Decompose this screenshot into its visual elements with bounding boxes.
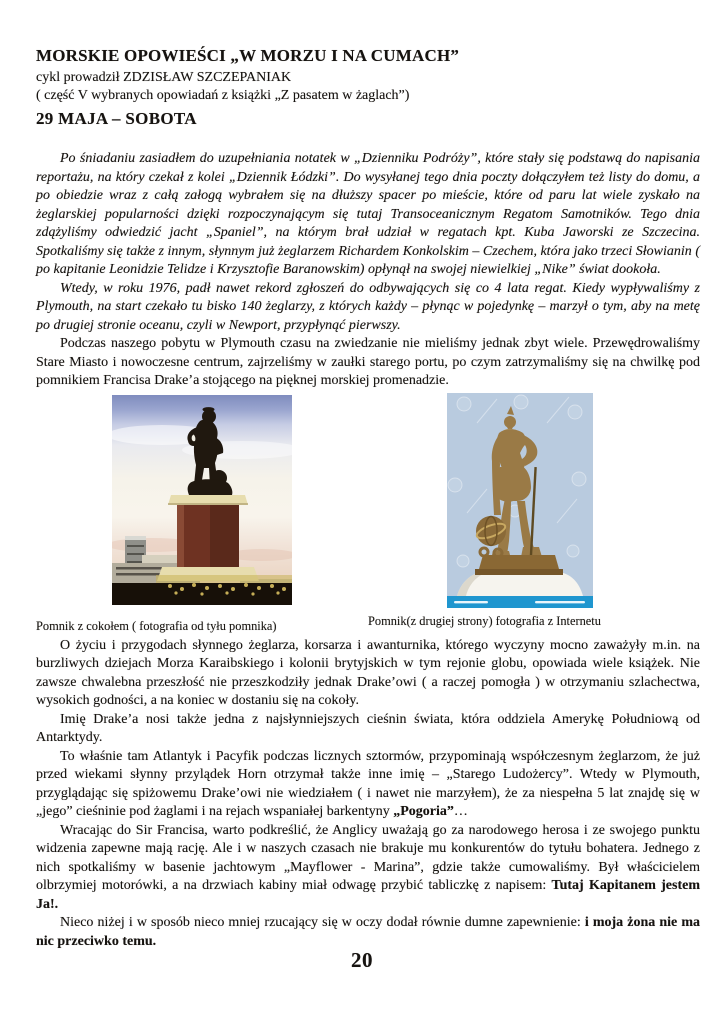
bold-wife-approval: i moja żona nie ma nic przeciwko temu. xyxy=(36,915,701,949)
tower-roof xyxy=(125,536,146,540)
tower-windows xyxy=(127,545,144,547)
bold-captain-plaque: Tutaj Kapitanem jestem Ja!. xyxy=(36,878,700,912)
paragraph-drake-strait: Imię Drake’a nosi także jedna z najsłynniejszych cieśnin świata, która oddziela Amerykę Południową od Antarktydy. xyxy=(36,711,700,745)
page-title: MORSKIE OPOWIEŚCI „W MORZU I NA CUMACH” xyxy=(36,46,460,65)
watermark-text-left xyxy=(454,601,488,603)
series-note-line: ( część V wybranych opowiadań z książki „Z pasatem w żaglach”) xyxy=(36,88,410,103)
statue-breeches xyxy=(493,467,531,502)
paragraph-breakfast-notes: Po śniadaniu zasiadłem do uzupełniania notatek w „Dzienniku Podróży”, które stały się podstawą do napisania reportażu, na który czekał z kolei „Dziennik Łódzki”. Do wysyłanej tego dnia poczty dołączyłem też listy do domu, a po obiedzie wraz z całą załogą wybrałem się na dłuższy spacer po mieście, które od paru lat wiele zyskało na żeglarskiej popularności dzięki rozpoczynającym się tutaj Transoceanicznym Regatom Samotników. Tego dnia zdążyliśmy odwiedzić jacht „Spaniel”, na którym brał udział w regatach kpt. Kuba Jaworski ze Szczecina. Spotkaliśmy się także z innym, słynnym już żeglarzem Richardem Konkolskim – Czechem, która jako trzeci Słowianin ( po kapitanie Leonidzie Telidze i Krzysztofie Baranowskim) opłynął na swojej niewielkiej „Nike” świat dookoła. xyxy=(36,151,700,277)
page-number: 20 xyxy=(351,948,373,972)
paragraph-plymouth-walk: Podczas naszego pobytu w Plymouth czasu na zwiedzanie nie mieliśmy jednak zbyt wiele. Przewędrowaliśmy Stare Miasto i nowoczesne centrum, zajrzeliśmy w zaułki starego portu, po czym zatrzymaliśmy się na chwilkę pod pomnikiem Francisa Drake’a stojącego na pięknej morskiej promenadzie. xyxy=(36,336,700,388)
figures-row xyxy=(36,393,700,637)
photo-monument-back xyxy=(112,395,292,605)
caption-monument-front: Pomnik(z drugiej strony) fotografia z Internetu xyxy=(368,613,601,628)
text-segment: … xyxy=(453,804,468,819)
caption-monument-back: Pomnik z cokołem ( fotografia od tyłu pomnika) xyxy=(36,618,277,633)
text-segment: To właśnie tam Atlantyk i Pacyfik podczas licznych sztormów, przypominają współczesnym żeglarzom, że już przed wiekami słynny przylądek Horn otrzymał także inne imię – „Starego Ludożercy”. Wtedy w Plymouth, przyglądając się spiżowemu Drake’owi nie wiedziałem ( i nawet nie marzyłem), że za niespełna 5 lat znajdę się w „jego” cieśninie pod żaglami i na rejach wspaniałej barkentyny xyxy=(36,748,700,819)
drake-monument-back-photo xyxy=(112,395,292,605)
text-segment: Nieco niżej i w sposób nieco mniej rzucający się w oczy dodał równie dumne zapewnienie: xyxy=(60,915,585,930)
article-body xyxy=(36,150,700,951)
watermark-text-right xyxy=(535,601,585,603)
paragraph-national-hero xyxy=(36,822,700,915)
date-heading: 29 MAJA – SOBOTA xyxy=(36,109,197,128)
paragraph-wife-plaque xyxy=(36,914,700,951)
photo-monument-front xyxy=(447,393,593,608)
bronze-plinth-step xyxy=(475,569,563,575)
pedestal-highlight xyxy=(177,505,184,567)
tower-windows xyxy=(127,553,144,555)
document-header xyxy=(36,46,700,129)
series-author-line: cykl prowadził ZDZISŁAW SZCZEPANIAK xyxy=(36,70,292,85)
bold-pogoria: „Pogoria” xyxy=(393,804,454,819)
drake-monument-front-photo xyxy=(447,393,593,608)
paragraph-regatta-1976: Wtedy, w roku 1976, padł nawet rekord zgłoszeń do odbywających się co 4 lata regat. Kiedy wypływaliśmy z Plymouth, na start czekało tu bisko 140 żeglarzy, z których każdy – płynąc w pojedynkę – marzył o tym, aby na metę po drugiej stronie oceanu, czyli w Newport, przypłynąć pierwszy. xyxy=(36,280,700,333)
bronze-plinth xyxy=(479,555,559,569)
tower-windows xyxy=(127,561,144,563)
paragraph-cape-horn xyxy=(36,748,700,822)
paragraph-drake-life: O życiu i przygodach słynnego żeglarza, korsarza i awanturnika, którego wyczyny mocno zaważyły m.in. na burzliwych dziejach Morza Karaibskiego i kolonii brytyjskich w tym rejonie globu, opowiada wiele książek. Nie zawsze chwalebna przeszłość nie przeszkodziły jednak Drake’owi ( a raczej pomogła ) w otrzymaniu szlachectwa, wysokich godności, a na koniec w dostaniu się na cokoły. xyxy=(36,637,700,708)
text-segment: Wracając do Sir Francisa, warto podkreślić, że Anglicy uważają go za narodowego herosa i ze swojego punktu widzenia zapewne mają rację. Ale i w naszych czasach nie brakuje mu konkurentów do tytułu bohatera. Jednego z nich spotkaliśmy w basenie jachtowym „Mayflower - Marina”, gdzie także cumowaliśmy. Był właścicielem olbrzymiej motorówki, a na drzwiach kabiny miał odwagę przybić tabliczkę z napisem: xyxy=(36,822,700,893)
statue-head xyxy=(504,416,516,428)
pedestal-shade xyxy=(210,505,239,567)
pedestal-cap-shadow xyxy=(168,503,248,505)
